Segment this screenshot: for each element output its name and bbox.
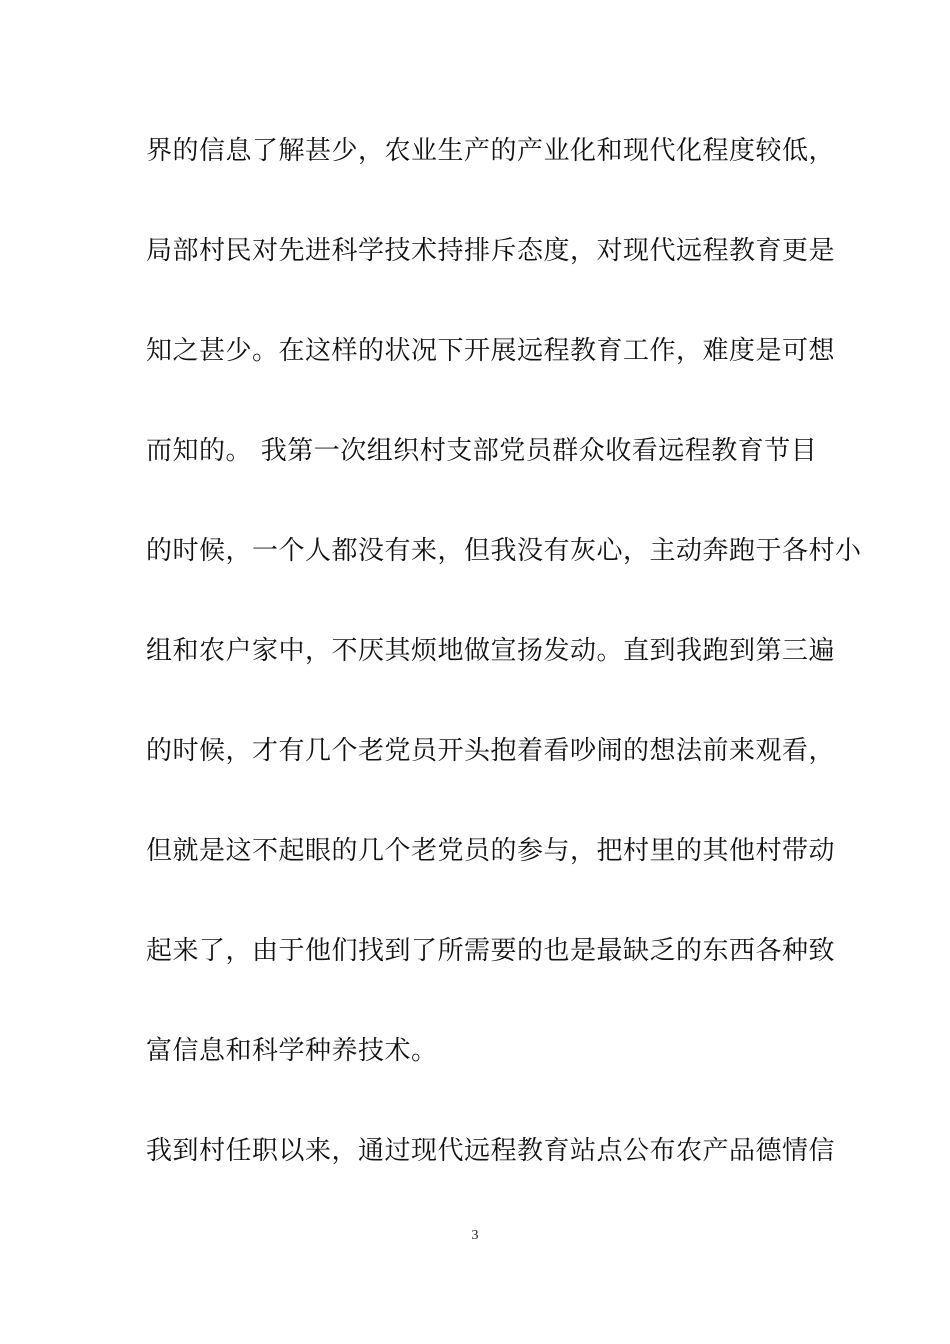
page-number: 3 (471, 1228, 479, 1243)
text-line: 富信息和科学种养技术。 (146, 1036, 438, 1066)
text-line: 界的信息了解甚少，农业生产的产业化和现代化程度较低， (146, 136, 836, 166)
text-line: 我到村任职以来，通过现代远程教育站点公布农产品德情信 (146, 1136, 836, 1166)
text-line: 起来了，由于他们找到了所需要的也是最缺乏的东西各种致 (146, 936, 836, 966)
text-line: 的时候，才有几个老党员开头抱着看吵闹的想法前来观看， (146, 736, 836, 766)
text-line: 组和农户家中，不厌其烦地做宣扬发动。直到我跑到第三遍 (146, 636, 836, 666)
text-line: 知之甚少。在这样的状况下开展远程教育工作，难度是可想 (146, 336, 836, 366)
text-line: 但就是这不起眼的几个老党员的参与，把村里的其他村带动 (146, 836, 836, 866)
text-line: 的时候，一个人都没有来，但我没有灰心，主动奔跑于各村小 (146, 536, 862, 566)
text-line: 局部村民对先进科学技术持排斥态度，对现代远程教育更是 (146, 236, 836, 266)
text-line: 而知的。 我第一次组织村支部党员群众收看远程教育节目 (146, 436, 818, 466)
body-text (146, 131, 862, 1231)
